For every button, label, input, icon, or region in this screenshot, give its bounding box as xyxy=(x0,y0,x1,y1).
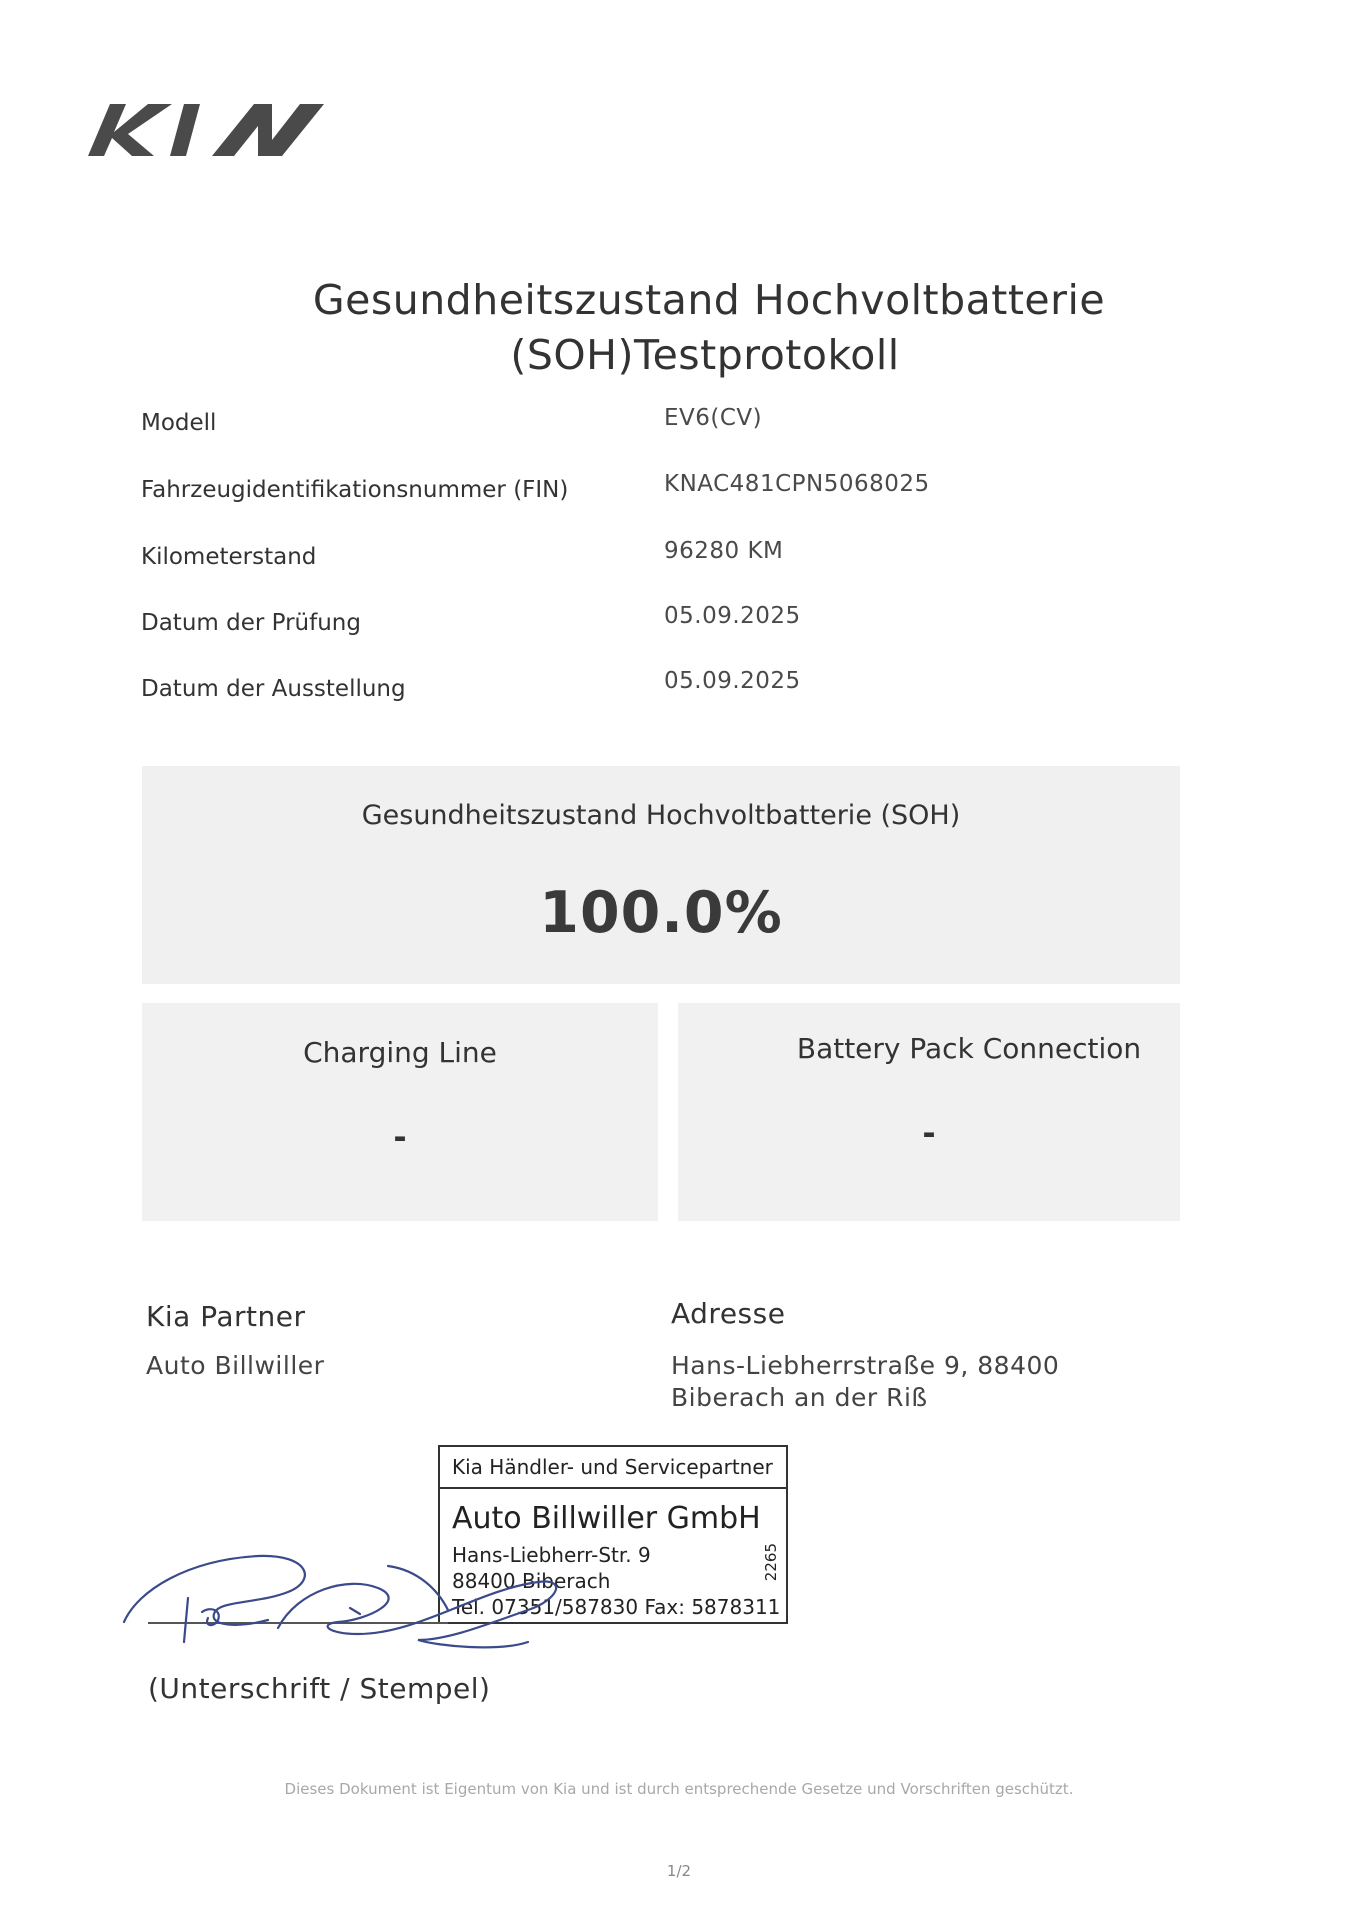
partner-name: Auto Billwiller xyxy=(146,1351,325,1380)
footer-notice: Dieses Dokument ist Eigentum von Kia und ist durch entsprechende Gesetze und Vorschriften geschützt. xyxy=(284,1780,1074,1798)
value-datum-pruefung: 05.09.2025 xyxy=(664,603,801,629)
document-title-line-2: (SOH)Testprotokoll xyxy=(510,331,900,379)
address-heading: Adresse xyxy=(671,1297,786,1330)
label-modell: Modell xyxy=(141,410,217,436)
stamp-divider xyxy=(440,1487,786,1489)
kia-logo xyxy=(88,98,358,170)
signature-label: (Unterschrift / Stempel) xyxy=(148,1672,491,1705)
page-number: 1/2 xyxy=(666,1862,692,1880)
stamp-city: 88400 Biberach xyxy=(452,1569,611,1593)
label-kilometerstand: Kilometerstand xyxy=(141,544,317,570)
stamp-header: Kia Händler- und Servicepartner xyxy=(452,1455,773,1479)
value-kilometerstand: 96280 KM xyxy=(664,538,784,564)
soh-title: Gesundheitszustand Hochvoltbatterie (SOH) xyxy=(361,800,961,831)
document-title-line-1: Gesundheitszustand Hochvoltbatterie xyxy=(312,276,1106,324)
value-modell: EV6(CV) xyxy=(664,405,763,431)
battery-pack-value: - xyxy=(922,1114,936,1152)
value-datum-ausstellung: 05.09.2025 xyxy=(664,668,801,694)
partner-heading: Kia Partner xyxy=(146,1300,306,1333)
address-line-2: Biberach an der Riß xyxy=(671,1383,928,1412)
stamp-company: Auto Billwiller GmbH xyxy=(452,1501,761,1536)
battery-pack-title: Battery Pack Connection xyxy=(796,1032,1142,1065)
soh-value: 100.0% xyxy=(539,880,783,946)
address-line-1: Hans-Liebherrstraße 9, 88400 xyxy=(671,1351,1060,1380)
value-fin: KNAC481CPN5068025 xyxy=(664,471,930,497)
label-datum-ausstellung: Datum der Ausstellung xyxy=(141,676,406,702)
soh-panel xyxy=(142,766,1180,984)
label-datum-pruefung: Datum der Prüfung xyxy=(141,610,361,636)
charging-line-title: Charging Line xyxy=(303,1036,497,1069)
label-fin: Fahrzeugidentifikationsnummer (FIN) xyxy=(141,477,569,503)
signature-scribble xyxy=(118,1530,638,1660)
stamp-number: 2265 xyxy=(762,1543,780,1582)
stamp-street: Hans-Liebherr-Str. 9 xyxy=(452,1543,651,1567)
charging-line-value: - xyxy=(393,1118,407,1156)
stamp-phone: Tel. 07351/587830 Fax: 5878311 xyxy=(452,1595,781,1619)
